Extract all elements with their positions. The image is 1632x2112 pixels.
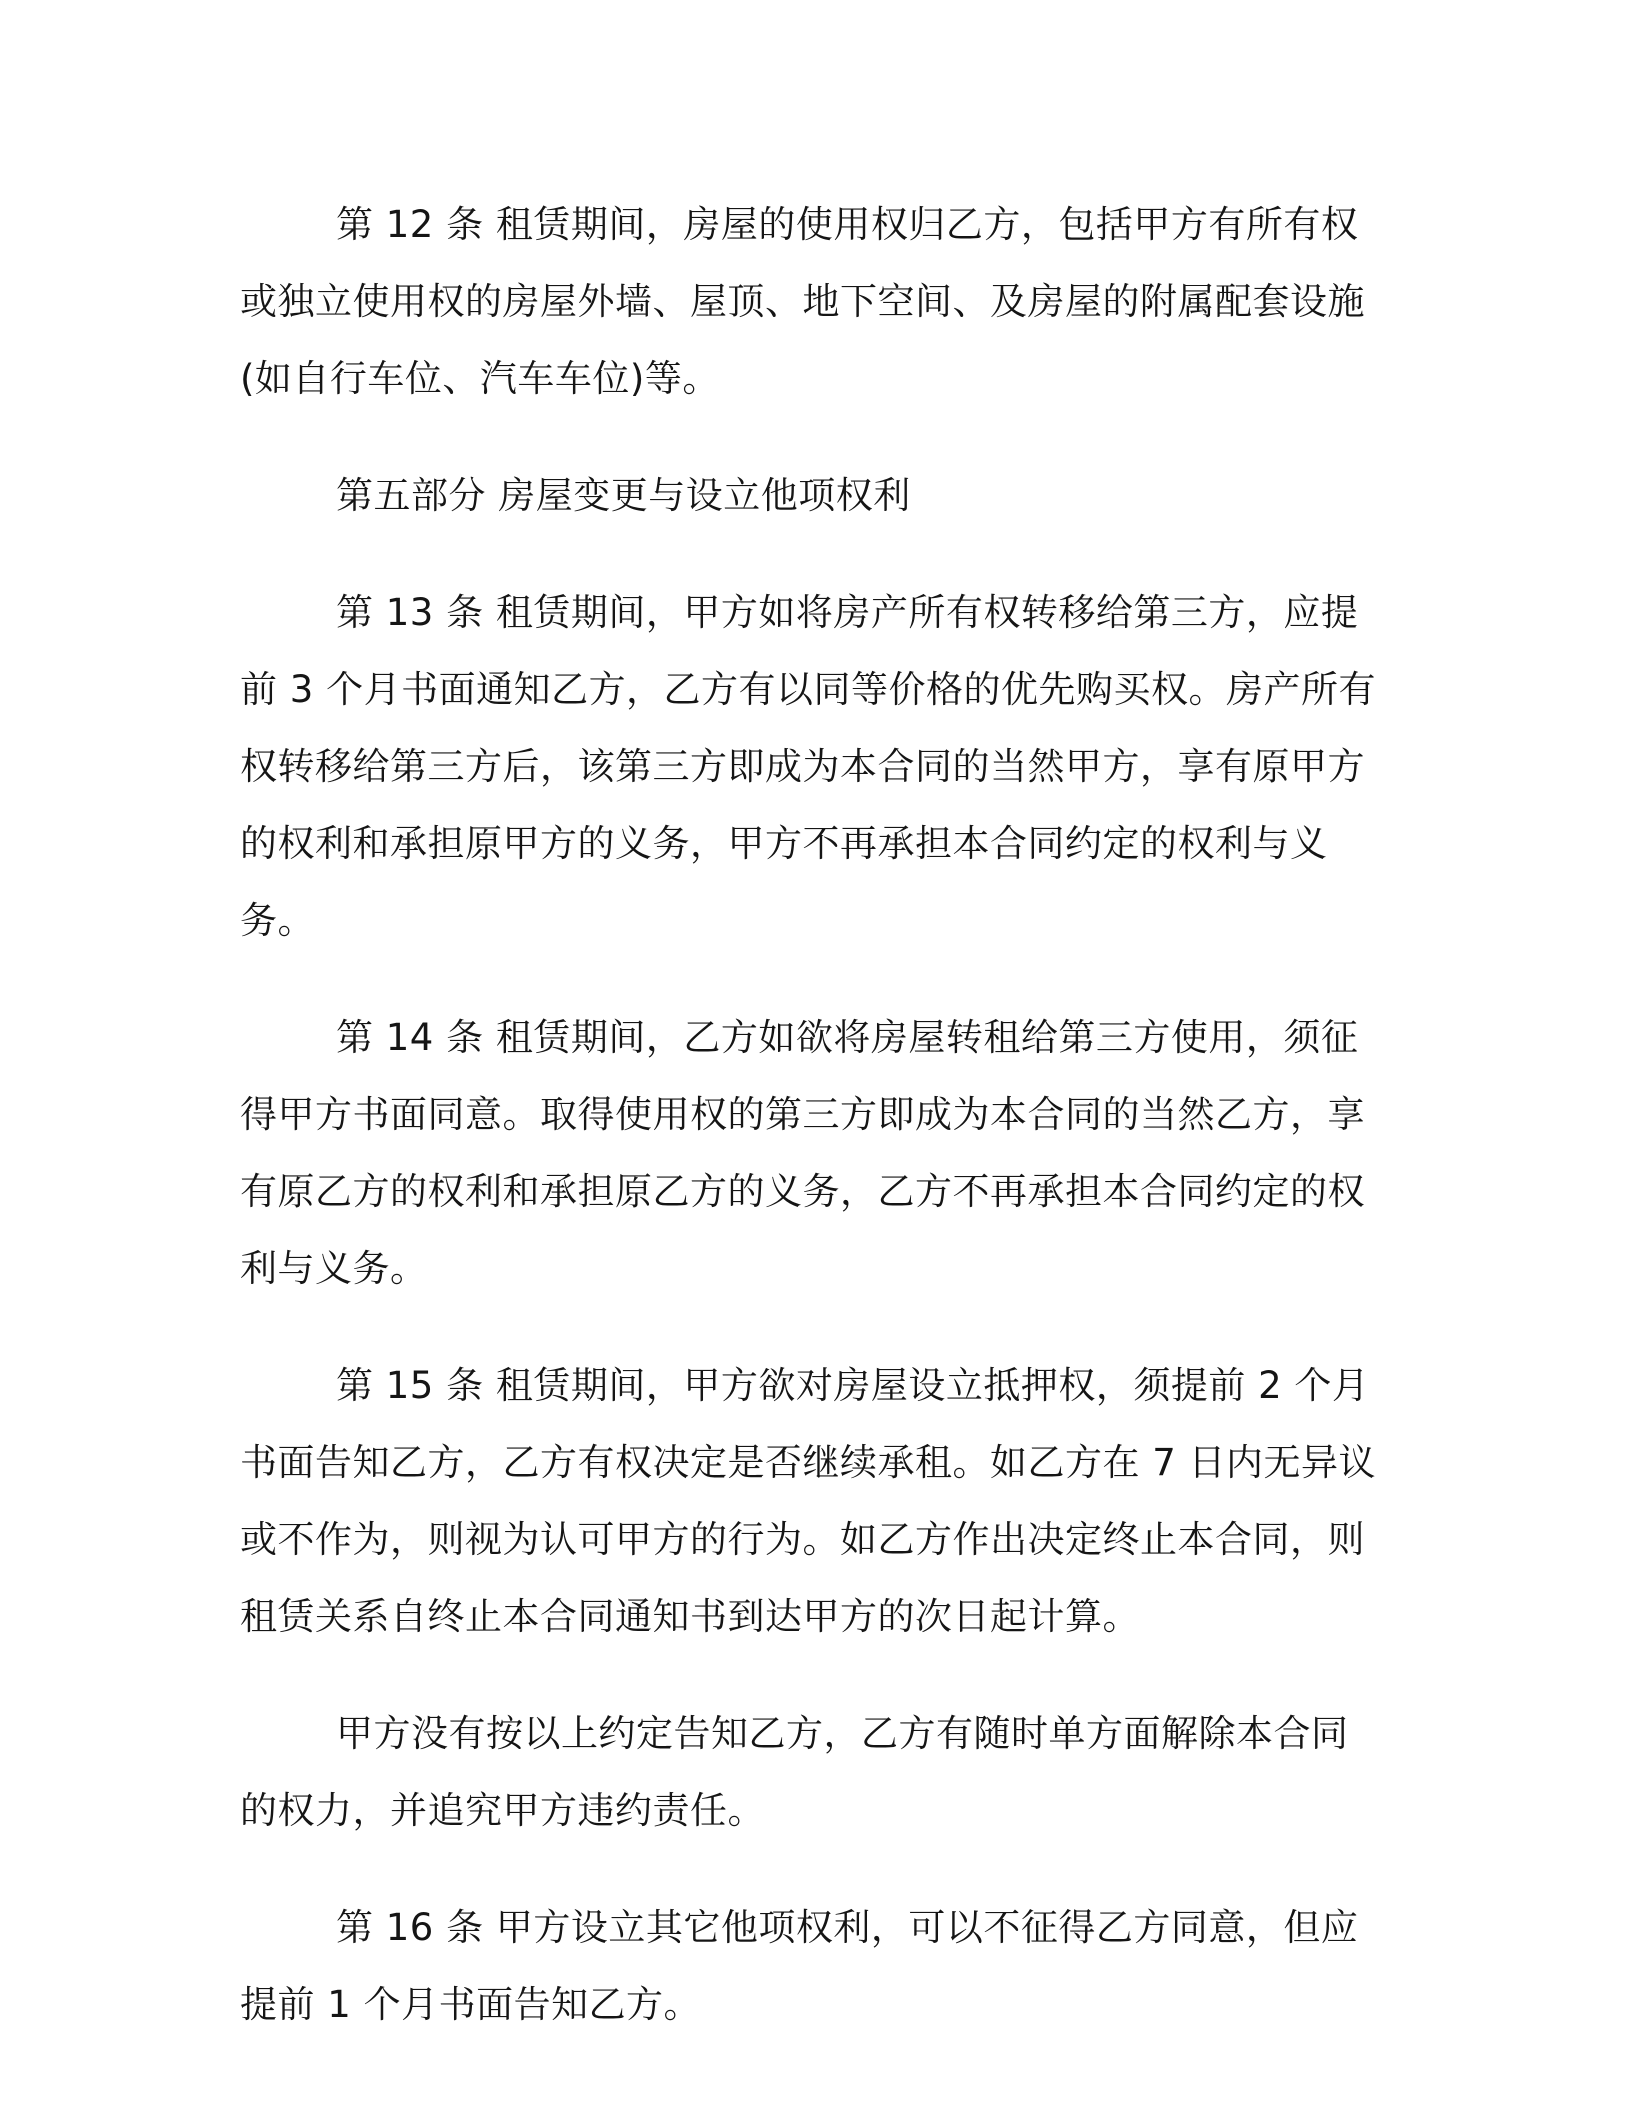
clause-15-paragraph: 第 15 条 租赁期间，甲方欲对房屋设立抵押权，须提前 2 个月书面告知乙方，乙方有权决定是否继续承租。如乙方在 7 日内无异议或不作为，则视为认可甲方的行为。如乙方作出决定终止本合同，则租赁关系自终止本合同通知书到达甲方的次日起计算。: [240, 1364, 1377, 1638]
clause-14-paragraph: 第 14 条 租赁期间，乙方如欲将房屋转租给第三方使用，须征得甲方书面同意。取得使用权的第三方即成为本合同的当然乙方，享有原乙方的权利和承担原乙方的义务，乙方不再承担本合同约定的权利与义务。: [240, 1016, 1365, 1290]
clause-16-paragraph: 第 16 条 甲方设立其它他项权利，可以不征得乙方同意，但应提前 1 个月书面告知乙方。: [240, 1906, 1359, 2026]
document-body: [240, 186, 1380, 2083]
clause-12-paragraph: 第 12 条 租赁期间，房屋的使用权归乙方，包括甲方有所有权或独立使用权的房屋外墙、屋顶、地下空间、及房屋的附属配套设施(如自行车位、汽车车位)等。: [240, 203, 1365, 400]
part-five-heading: 第五部分 房屋变更与设立他项权利: [336, 474, 911, 517]
clause-15-followup-paragraph: 甲方没有按以上约定告知乙方，乙方有随时单方面解除本合同的权力，并追究甲方违约责任。: [240, 1712, 1349, 1832]
clause-13-paragraph: 第 13 条 租赁期间，甲方如将房产所有权转移给第三方，应提前 3 个月书面通知乙方，乙方有以同等价格的优先购买权。房产所有权转移给第三方后，该第三方即成为本合同的当然甲方，享有原甲方的权利和承担原甲方的义务，甲方不再承担本合同约定的权利与义务。: [240, 591, 1377, 942]
